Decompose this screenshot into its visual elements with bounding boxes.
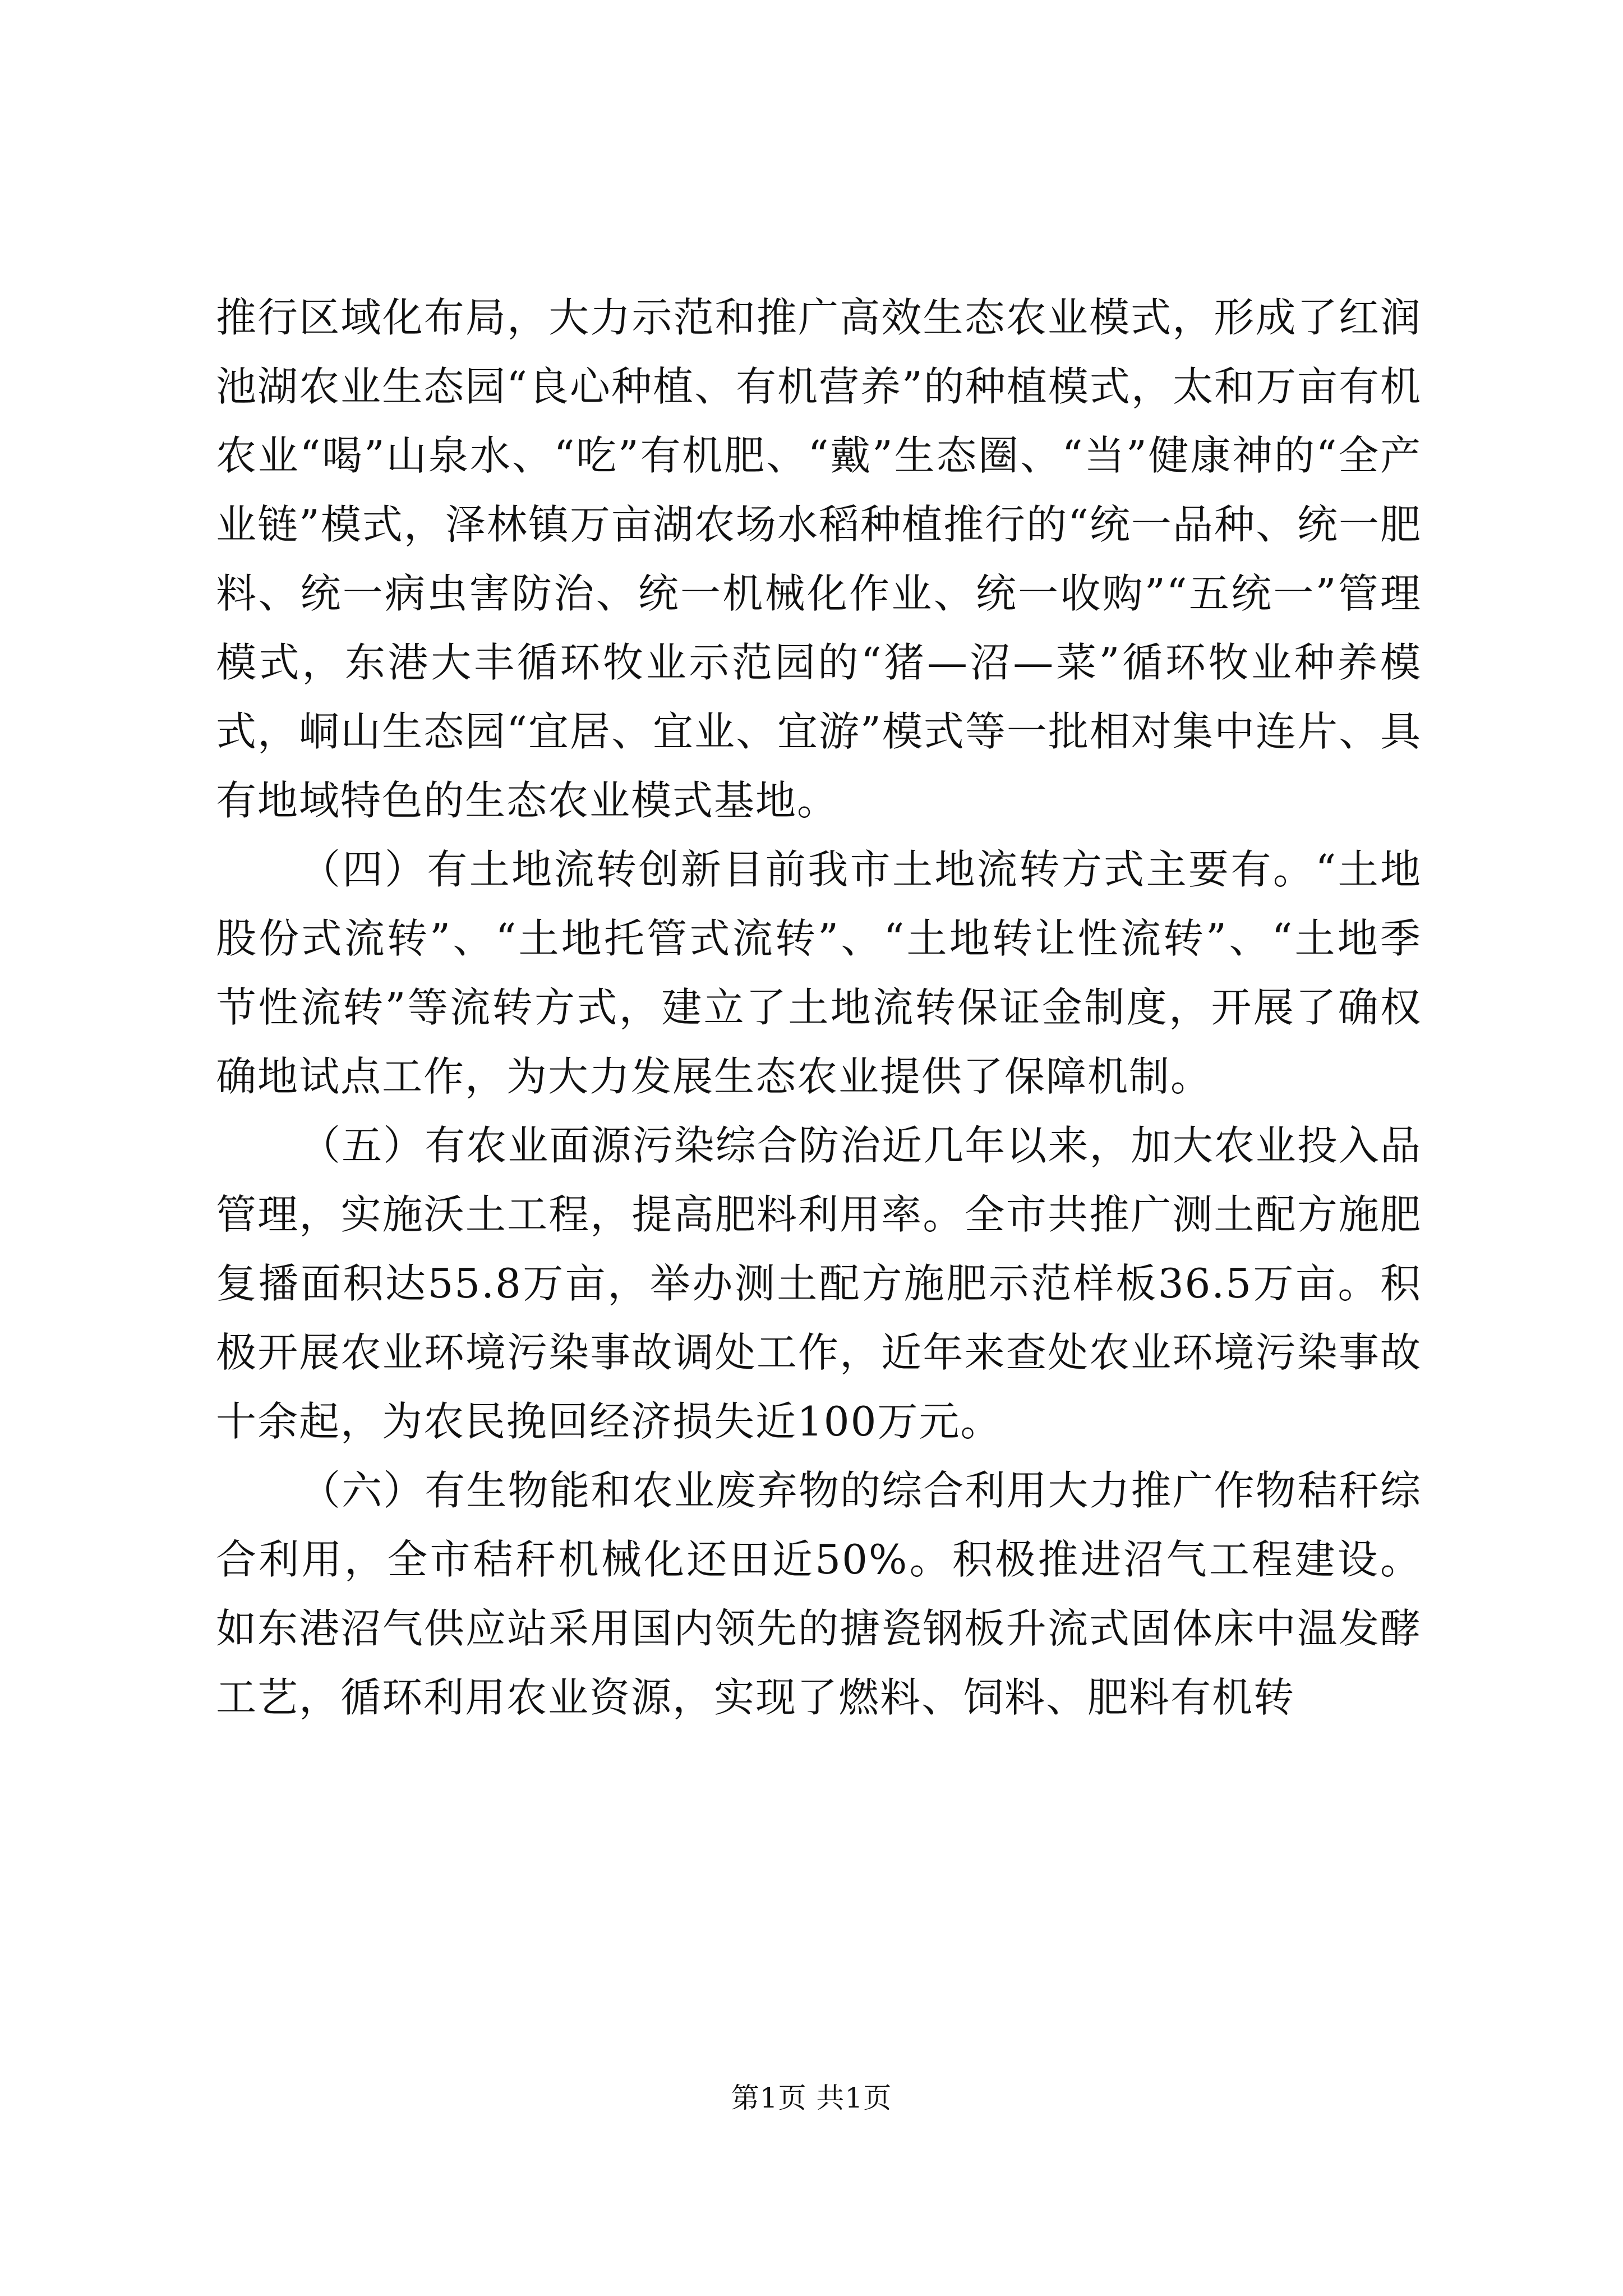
page-footer: 第1页 共1页 bbox=[731, 2082, 892, 2114]
paragraph-3: （五）有农业面源污染综合防治近几年以来，加大农业投入品管理，实施沃土工程，提高肥料利用率。全市共推广测土配方施肥复播面积达55.8万亩，举办测土配方施肥示范样板36.5万亩。积极开展农业环境污染事故调处工作，近年来查处农业环境污染事故十余起，为农民挽回经济损失近100万元。 bbox=[216, 1122, 1422, 1445]
paragraph-2: （四）有土地流转创新目前我市土地流转方式主要有。“土地股份式流转”、“土地托管式流转”、“土地转让性流转”、“土地季节性流转”等流转方式，建立了土地流转保证金制度，开展了确权确地试点工作，为大力发展生态农业提供了保障机制。 bbox=[216, 846, 1422, 1100]
paragraph-4: （六）有生物能和农业废弃物的综合利用大力推广作物秸秆综合利用，全市秸秆机械化还田近50%。积极推进沼气工程建设。如东港沼气供应站采用国内领先的搪瓷钢板升流式固体床中温发酵工艺，循环利用农业资源，实现了燃料、饲料、肥料有机转 bbox=[216, 1467, 1422, 1721]
document-body bbox=[216, 283, 1422, 1732]
paragraph-1: 推行区域化布局，大力示范和推广高效生态农业模式，形成了红润池湖农业生态园“良心种植、有机营养”的种植模式，太和万亩有机农业“喝”山泉水、“吃”有机肥、“戴”生态圈、“当”健康神的“全产业链”模式，泽林镇万亩湖农场水稻种植推行的“统一品种、统一肥料、统一病虫害防治、统一机械化作业、统一收购”“五统一”管理模式，东港大丰循环牧业示范园的“猪—沼—菜”循环牧业种养模式，峒山生态园“宜居、宜业、宜游”模式等一批相对集中连片、具有地域特色的生态农业模式基地。 bbox=[216, 294, 1422, 824]
